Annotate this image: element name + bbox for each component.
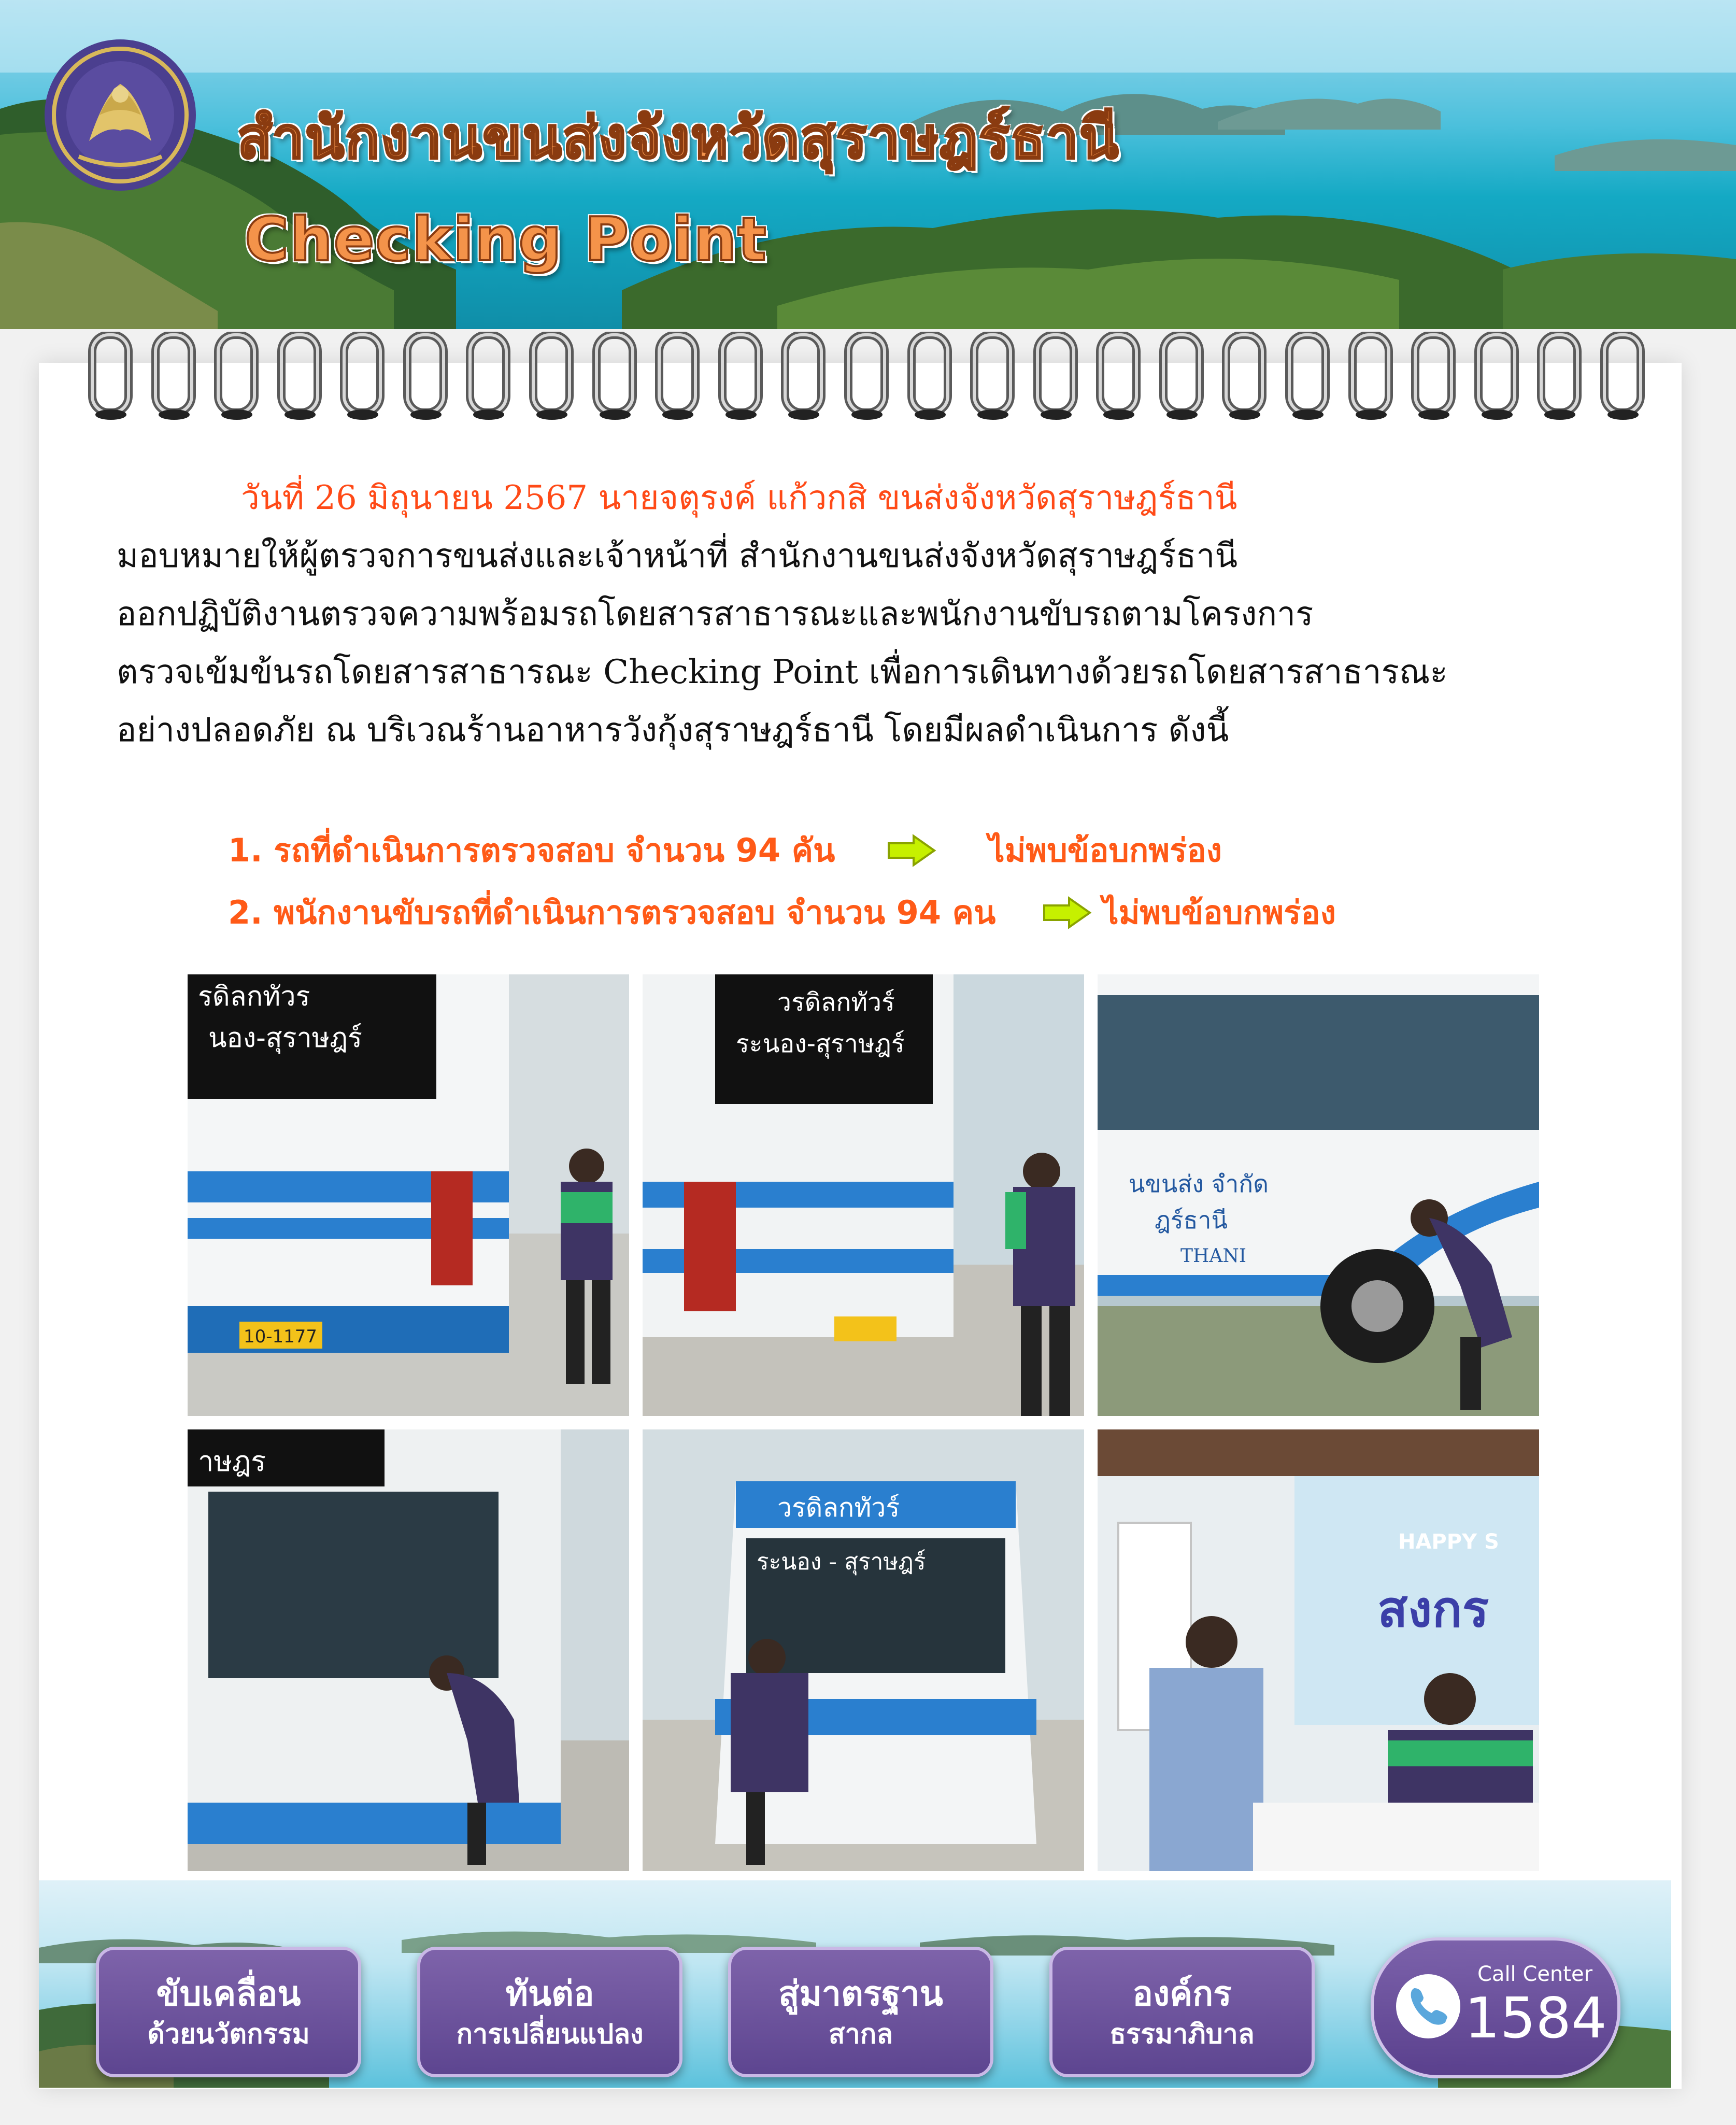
spiral-ring-icon xyxy=(1474,332,1522,425)
slogan-badge-change xyxy=(417,1947,682,2077)
bus-sign-text: รดิลกทัวร xyxy=(198,981,310,1012)
phone-icon xyxy=(1395,1973,1462,2040)
bus-sign-text: นอง-สุราษฎร์ xyxy=(208,1023,362,1054)
spiral-ring-icon xyxy=(592,332,640,425)
right-arrow-icon xyxy=(887,834,936,867)
slogan-bottom: การเปลี่ยนแปลง xyxy=(456,2019,644,2050)
spiral-ring-icon xyxy=(1285,332,1333,425)
slogan-badge-governance xyxy=(1049,1947,1315,2077)
bus-sign-text: วรดิลกทัวร์ xyxy=(777,988,895,1017)
report-line: อย่างปลอดภัย ณ บริเวณร้านอาหารวังกุ้งสุราษฎร์ธานี โดยมีผลดำเนินการ ดังนี้ xyxy=(117,711,1229,749)
bus-side-text: ฎร์ธานี xyxy=(1155,1206,1228,1234)
spiral-ring-icon xyxy=(466,332,514,425)
spiral-ring-icon xyxy=(1159,332,1207,425)
slogan-top: องค์กร xyxy=(1132,1974,1232,2014)
page-title-thai: สำนักงานขนส่งจังหวัดสุราษฎร์ธานี xyxy=(237,105,1120,171)
report-line: ออกปฏิบัติงานตรวจความพร้อมรถโดยสารสาธารณะและพนักงานขับรถตามโครงการ xyxy=(117,595,1314,633)
license-plate-text: 10-1177 xyxy=(244,1326,318,1347)
slogan-bottom: ธรรมาภิบาล xyxy=(1109,2019,1255,2050)
page-title-english: Checking Point xyxy=(245,205,767,275)
report-line-date: วันที่ 26 มิถุนายน 2567 นายจตุรงค์ แก้วกสิ ขนส่งจังหวัดสุราษฎร์ธานี xyxy=(241,479,1237,517)
call-center-badge[interactable] xyxy=(1371,1937,1620,2078)
slogan-bottom: สากล xyxy=(828,2019,893,2050)
bus-sign-text: ระนอง-สุราษฎร์ xyxy=(736,1029,905,1058)
spiral-ring-icon xyxy=(1411,332,1459,425)
result-item-outcome: ไม่พบข้อบกพร่อง xyxy=(1102,894,1336,931)
bus-side-text: THANI xyxy=(1180,1245,1247,1267)
spiral-ring-icon xyxy=(88,332,136,425)
slogan-top: ทันต่อ xyxy=(505,1974,594,2014)
spiral-ring-icon xyxy=(1096,332,1144,425)
bus-sign-text: าษฎร xyxy=(198,1445,266,1478)
result-item-outcome: ไม่พบข้อบกพร่อง xyxy=(988,831,1222,869)
banner-text: HAPPY S xyxy=(1398,1530,1499,1554)
slogan-top: ขับเคลื่อน xyxy=(156,1974,301,2014)
slogan-bottom: ด้วยนวัตกรรม xyxy=(147,2019,310,2050)
slogan-badge-standard xyxy=(728,1947,993,2077)
photo-driver-breath-test xyxy=(1098,1429,1539,1871)
spiral-ring-icon xyxy=(1537,332,1585,425)
photo-bus-rear-inspection xyxy=(188,974,629,1416)
result-item-text: 1. รถที่ดำเนินการตรวจสอบ จำนวน 94 คัน xyxy=(228,831,835,869)
spiral-ring-icon xyxy=(1348,332,1396,425)
spiral-ring-icon xyxy=(529,332,577,425)
report-line: ตรวจเข้มข้นรถโดยสารสาธารณะ Checking Point เพื่อการเดินทางด้วยรถโดยสารสาธารณะ xyxy=(117,653,1448,691)
bus-sign-text: วรดิลกทัวร์ xyxy=(777,1493,900,1523)
result-item xyxy=(228,822,1222,879)
header-banner xyxy=(0,0,1736,329)
department-of-land-transport-logo-icon xyxy=(42,37,198,193)
photo-bus-side-check xyxy=(188,1429,629,1871)
spiral-ring-icon xyxy=(403,332,451,425)
spiral-ring-icon xyxy=(781,332,829,425)
result-item-text: 2. พนักงานขับรถที่ดำเนินการตรวจสอบ จำนวน 94 คน xyxy=(228,894,996,931)
spiral-ring-icon xyxy=(655,332,703,425)
bus-sign-text: ระนอง - สุราษฎร์ xyxy=(757,1549,926,1575)
footer-banner xyxy=(39,1880,1671,2088)
spiral-ring-icon xyxy=(970,332,1018,425)
spiral-ring-icon xyxy=(214,332,262,425)
slogan-top: สู่มาตรฐาน xyxy=(778,1974,943,2014)
spiral-ring-icon xyxy=(907,332,955,425)
photo-bus-rear-check xyxy=(643,974,1084,1416)
spiral-ring-icon xyxy=(277,332,325,425)
result-item xyxy=(228,884,1336,941)
slogan-badge-innovation xyxy=(96,1947,361,2077)
call-center-number: 1584 xyxy=(1464,1986,1607,2051)
spiral-ring-icon xyxy=(340,332,388,425)
spiral-ring-icon xyxy=(844,332,892,425)
banner-text: สงกร xyxy=(1377,1580,1489,1638)
photo-bus-tire-inspection xyxy=(1098,974,1539,1416)
spiral-ring-icon xyxy=(1222,332,1270,425)
spiral-binding xyxy=(88,332,1648,425)
spiral-ring-icon xyxy=(1033,332,1081,425)
spiral-ring-icon xyxy=(1600,332,1648,425)
call-center-label: Call Center xyxy=(1477,1962,1593,1986)
report-paragraph xyxy=(117,469,1619,759)
report-line: มอบหมายให้ผู้ตรวจการขนส่งและเจ้าหน้าที่ สำนักงานขนส่งจังหวัดสุราษฎร์ธานี xyxy=(117,537,1238,575)
spiral-ring-icon xyxy=(718,332,766,425)
photo-bus-front-check xyxy=(643,1429,1084,1871)
spiral-ring-icon xyxy=(151,332,199,425)
right-arrow-icon xyxy=(1042,896,1092,929)
bus-side-text: นขนส่ง จำกัด xyxy=(1129,1170,1269,1198)
